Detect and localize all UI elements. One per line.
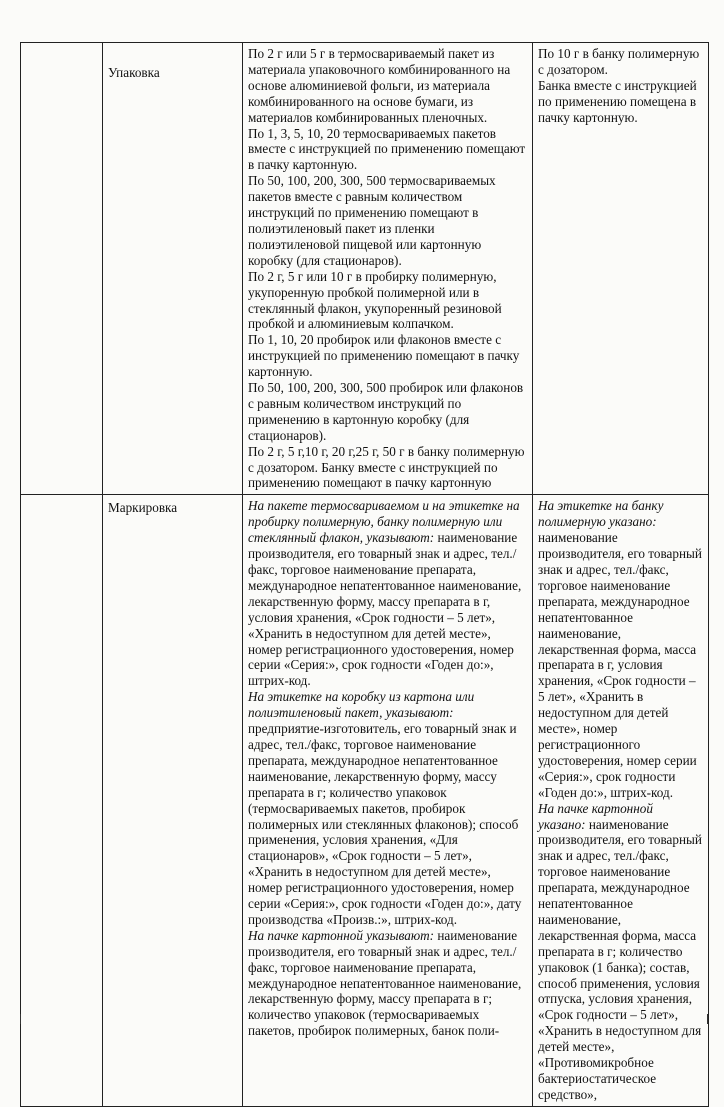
marking-right-cell bbox=[533, 495, 709, 1106]
table-row-marking bbox=[21, 495, 709, 1106]
paragraph: наименование производителя, его товарный знак и адрес, тел./факс, торговое наименование препарата, международное непатентованное наименование, лекарственная форма, масса препарата в г; количество упаковок (1 банка); состав, способ применения, условия отпуска, условия хранения, «Срок годности – 5 лет», «Хранить в недоступном для детей месте», «Противомикробное бактериостатическое средство», bbox=[538, 816, 702, 1102]
packaging-right-cell bbox=[533, 43, 709, 495]
paragraph: По 2 г или 5 г в термосвариваемый пакет из материала упаковочного комбинированного на основе алюминиевой фольги, из материала комбинированного на основе бумаги, из материалов комбинированных пленочных. bbox=[248, 46, 511, 125]
empty-cell bbox=[21, 43, 103, 495]
paragraph: По 50, 100, 200, 300, 500 пробирок или флаконов с равным количеством инструкций по применению в картонную коробку (для стационаров). bbox=[248, 380, 524, 443]
paragraph: По 2 г, 5 г или 10 г в пробирку полимерную, укупоренную пробкой полимерной или в стеклянный флакон, укупоренный резиновой пробкой и алюминиевым колпачком. bbox=[248, 268, 502, 332]
table-row-packaging bbox=[21, 43, 709, 495]
paragraph: наименование производителя, его товарный знак и адрес, тел./факс, торговое наименование препарата, международное непатентованное наименование, лекарственную форму, массу препарата в г; количество упаковок (термосвариваемых пакетов, пробирок полимерных, банок поли- bbox=[248, 927, 522, 1039]
paragraph: Банка вместе с инструкцией по применению помещена в пачку картонную. bbox=[538, 77, 697, 125]
page-edge-mark bbox=[707, 1014, 708, 1024]
paragraph: наименование производителя, его товарный знак и адрес, тел./факс, торговое наименование препарата, международное непатентованное наименование, лекарственная форма, масса препарата в г, условия хранения, «Срок годности – 5 лет», «Хранить в недоступном для детей месте», номер регистрационного удостоверения, номер серии «Серия:», срок годности «Годен до:», штрих-код. bbox=[538, 530, 702, 800]
empty-cell bbox=[21, 495, 103, 1106]
paragraph: По 1, 3, 5, 10, 20 термосвариваемых пакетов вместе с инструкцией по применению помещают в пачку картонную. bbox=[248, 125, 526, 173]
paragraph: предприятие-изготовитель, его товарный знак и адрес, тел./факс, торговое наименование препарата, международное непатентованное наименование, лекарственную форму, массу препарата в г; количество упаковок (термосвариваемых пакетов, пробирок полимерных или стеклянных флаконов); способ применения, условия хранения, «Для стационаров», «Срок годности – 5 лет», «Хранить в недоступном для детей месте», номер регистрационного удостоверения, номер серии «Серия:», срок годности «Годен до:», дату производства «Произв.:», штрих-код. bbox=[248, 721, 522, 927]
row-label-marking: Маркировка bbox=[103, 495, 243, 1106]
packaging-middle-cell bbox=[243, 43, 533, 495]
paragraph: наименование производителя, его товарный знак и адрес, тел./факс, торговое наименование препарата, международное непатентованное наименование, лекарственную форму, массу препарата в г, условия хранения, «Срок годности – 5 лет», «Хранить в недоступном для детей месте», номер регистрационного удостоверения, номер серии «Серия:», срок годности «Годен до:», штрих-код. bbox=[248, 530, 522, 689]
italic-heading: На этикетке на банку полимерную указано: bbox=[538, 498, 664, 530]
italic-heading: На пачке картонной указывают: bbox=[248, 927, 435, 943]
italic-heading: На пакете термосвариваемом и на этикетке на пробирку полимерную, банку полимерную или стеклянный флакон, указывают: bbox=[248, 498, 520, 546]
page-edge-mark bbox=[20, 1014, 21, 1024]
italic-heading: На этикетке на коробку из картона или полиэтиленовый пакет, указывают: bbox=[248, 689, 475, 721]
italic-heading: На пачке картонной указано: bbox=[538, 800, 653, 832]
paragraph: По 10 г в банку полимерную с дозатором. bbox=[538, 46, 700, 77]
paragraph: По 2 г, 5 г,10 г, 20 г,25 г, 50 г в банку полимерную с дозатором. Банку вместе с инструкцией по применению помещают в пачку картонную bbox=[248, 443, 525, 491]
marking-middle-cell bbox=[243, 495, 533, 1106]
row-label-packaging: Упаковка bbox=[103, 43, 243, 495]
paragraph: По 50, 100, 200, 300, 500 термосвариваемых пакетов вместе с равным количеством инструкций по применению помещают в полиэтиленовый пакет из пленки полиэтиленовой пищевой или картонную коробку (для стационаров). bbox=[248, 173, 496, 268]
specification-table bbox=[20, 42, 709, 1107]
paragraph: По 1, 10, 20 пробирок или флаконов вместе с инструкцией по применению помещают в пачку картонную. bbox=[248, 332, 520, 380]
